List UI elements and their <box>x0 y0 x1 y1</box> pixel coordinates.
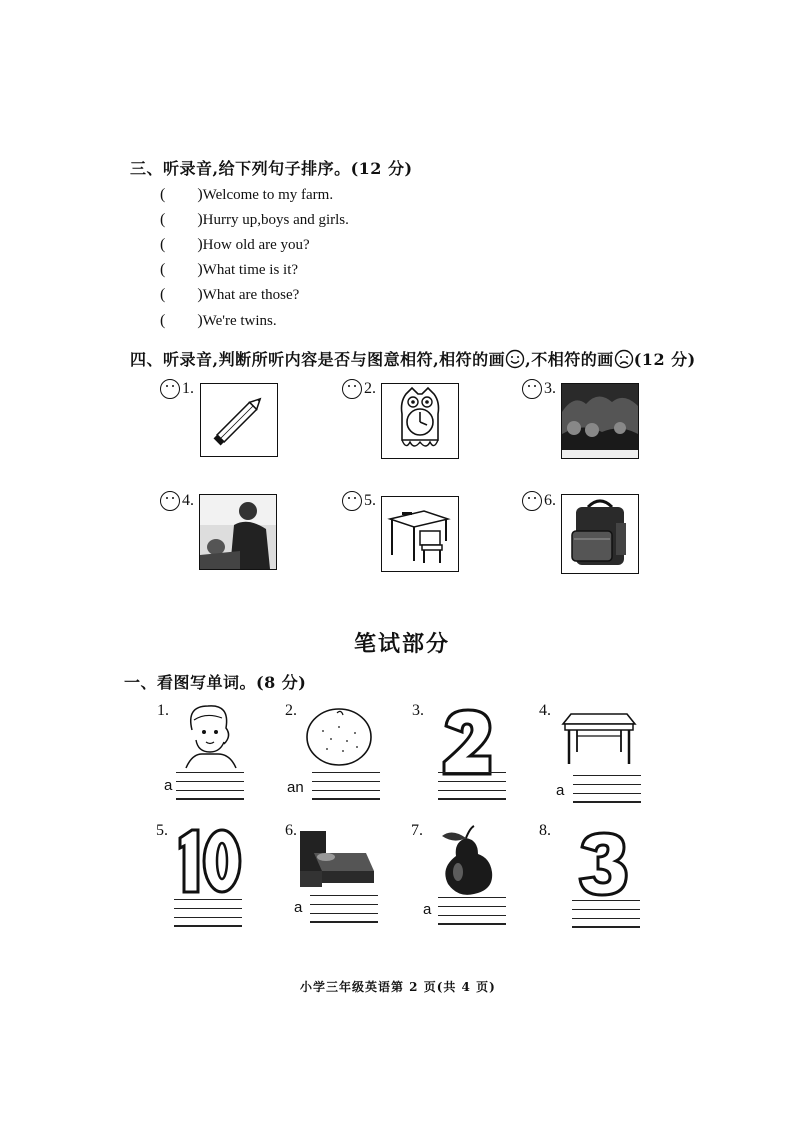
article-label: a <box>294 899 303 916</box>
answer-blank[interactable]: ( ) <box>160 211 203 228</box>
answer-blank[interactable]: ( ) <box>160 236 203 253</box>
heading-part: (12 分) <box>633 350 696 369</box>
writing-lines[interactable] <box>438 772 506 807</box>
orange-icon <box>303 705 375 767</box>
number-ten-icon <box>172 826 244 896</box>
pencil-picture <box>200 383 278 457</box>
list-item <box>160 310 277 330</box>
writing-lines[interactable] <box>573 775 641 810</box>
sentence-text: Welcome to my farm. <box>202 187 334 203</box>
item-number: 4. <box>539 702 551 719</box>
desk-chair-icon <box>382 497 458 571</box>
article-label: a <box>423 901 432 918</box>
list-item <box>160 234 310 254</box>
answer-face-icon[interactable] <box>522 491 542 511</box>
writing-lines[interactable] <box>438 897 506 932</box>
answer-face-icon[interactable] <box>342 491 362 511</box>
item-number: 2. <box>364 380 376 397</box>
answer-blank[interactable]: ( ) <box>160 261 203 278</box>
answer-face-icon[interactable] <box>342 379 362 399</box>
writing-lines[interactable] <box>176 772 244 807</box>
schoolbag-picture <box>561 494 639 574</box>
item-number: 2. <box>285 702 297 719</box>
answer-blank[interactable]: ( ) <box>160 186 203 203</box>
desk-icon <box>561 708 637 766</box>
answer-blank[interactable]: ( ) <box>160 286 203 303</box>
owl-clock-icon <box>382 384 458 458</box>
pear-icon <box>434 824 498 898</box>
item-number: 7. <box>411 822 423 839</box>
sentence-text: What are those? <box>202 287 300 303</box>
answer-face-icon[interactable] <box>522 379 542 399</box>
owl-clock-picture <box>381 383 459 459</box>
schoolbag-icon <box>562 495 638 573</box>
answer-face-icon[interactable] <box>160 379 180 399</box>
item-number: 3. <box>544 380 556 397</box>
item-number: 1. <box>157 702 169 719</box>
answer-blank[interactable]: ( ) <box>160 312 203 329</box>
photo-icon <box>200 495 276 569</box>
page-footer: 小学三年级英语第 2 页(共 4 页) <box>300 980 496 994</box>
desk-chair-picture <box>381 496 459 572</box>
list-item <box>160 284 299 304</box>
number-three-icon <box>576 829 632 897</box>
written-heading: 一、看图写单词。(8 分) <box>124 673 307 692</box>
list-item <box>160 209 349 229</box>
bed-icon <box>296 827 376 895</box>
item-number: 8. <box>539 822 551 839</box>
writing-lines[interactable] <box>572 900 640 935</box>
item-number: 6. <box>285 822 297 839</box>
photo-icon <box>562 384 638 458</box>
section4-heading <box>130 347 696 370</box>
article-label: an <box>287 779 304 796</box>
answer-face-icon[interactable] <box>160 491 180 511</box>
sentence-text: We're twins. <box>202 313 277 329</box>
item-number: 1. <box>182 380 194 397</box>
written-part-title: 笔试部分 <box>354 631 451 657</box>
writing-lines[interactable] <box>174 899 242 934</box>
article-label: a <box>556 782 565 799</box>
list-item <box>160 259 298 279</box>
heading-part: 四、听录音,判断所听内容是否与图意相符,相符的画 <box>130 350 506 369</box>
number-two-icon <box>440 706 496 778</box>
photo-picture <box>561 383 639 459</box>
pencil-icon <box>201 384 277 456</box>
writing-lines[interactable] <box>310 895 378 930</box>
writing-lines[interactable] <box>312 772 380 807</box>
smile-face-icon <box>505 349 525 369</box>
item-number: 6. <box>544 492 556 509</box>
list-item <box>160 184 333 204</box>
item-number: 3. <box>412 702 424 719</box>
article-label: a <box>164 777 173 794</box>
section3-heading: 三、听录音,给下列句子排序。(12 分) <box>130 159 413 178</box>
heading-part: ,不相符的画 <box>525 350 614 369</box>
girl-icon <box>178 700 242 770</box>
sentence-text: What time is it? <box>202 262 299 278</box>
item-number: 4. <box>182 492 194 509</box>
item-number: 5. <box>156 822 168 839</box>
item-number: 5. <box>364 492 376 509</box>
sentence-text: Hurry up,boys and girls. <box>202 212 349 228</box>
photo-picture <box>199 494 277 570</box>
sentence-text: How old are you? <box>202 237 310 253</box>
sad-face-icon <box>614 349 634 369</box>
